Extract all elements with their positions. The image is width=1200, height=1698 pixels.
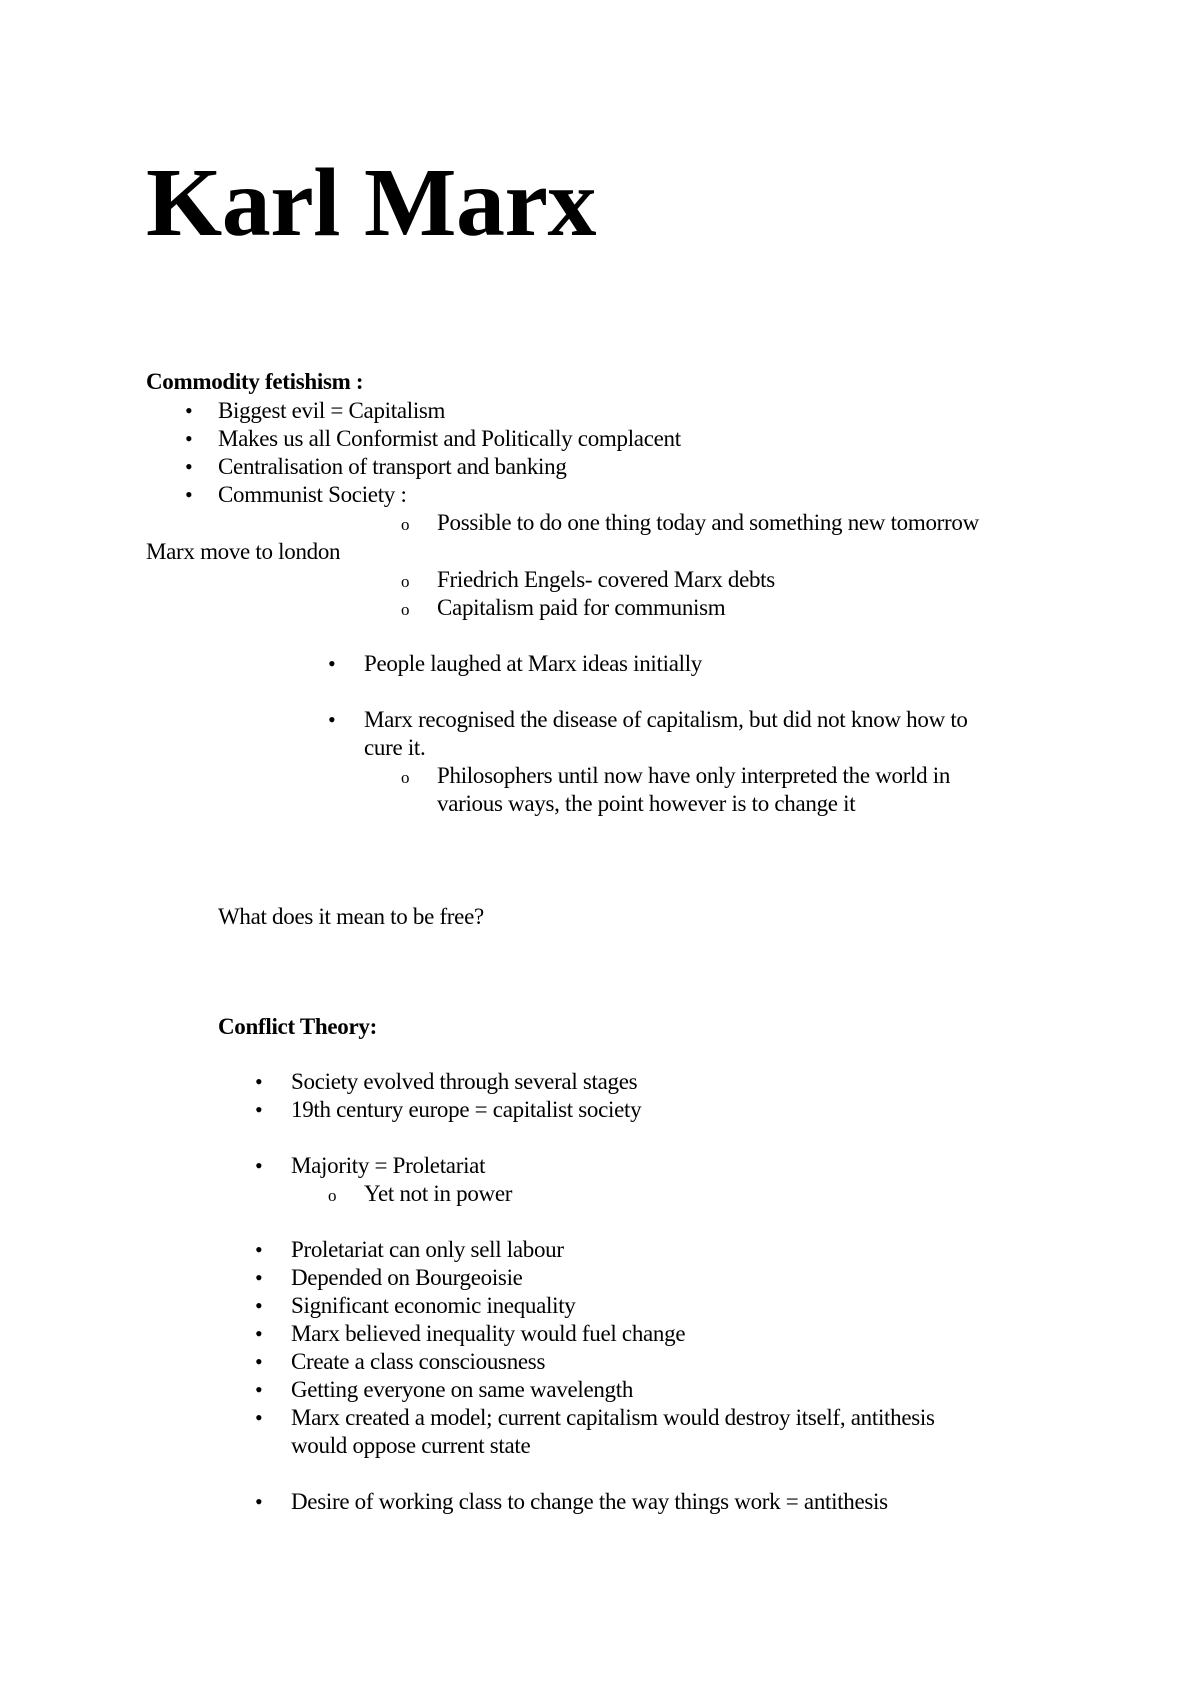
list-item: 19th century europe = capitalist society — [291, 1097, 642, 1122]
list-item: Makes us all Conformist and Politically complacent — [218, 426, 681, 451]
bullet-icon: • — [255, 1069, 263, 1094]
bullet-icon: • — [185, 482, 193, 507]
list-item: Marx recognised the disease of capitalism, but did not know how to — [364, 707, 968, 732]
list-item: Communist Society : — [218, 482, 407, 507]
sub-list-item-continuation: various ways, the point however is to change it — [437, 791, 856, 816]
sub-list-item: Philosophers until now have only interpreted the world in — [437, 763, 951, 788]
list-item: People laughed at Marx ideas initially — [364, 651, 702, 676]
list-item-continuation: would oppose current state — [291, 1433, 531, 1458]
section-heading-conflict-theory: Conflict Theory: — [218, 1014, 377, 1039]
list-item: Biggest evil = Capitalism — [218, 398, 446, 423]
bullet-icon: • — [328, 707, 336, 732]
bullet-icon: • — [255, 1153, 263, 1178]
bullet-icon: • — [185, 398, 193, 423]
bullet-icon: • — [255, 1489, 263, 1514]
bullet-icon: • — [185, 426, 193, 451]
list-item: Society evolved through several stages — [291, 1069, 638, 1094]
bullet-icon: • — [328, 651, 336, 676]
bullet-icon: • — [255, 1405, 263, 1430]
bullet-icon: • — [255, 1349, 263, 1374]
list-item: Create a class consciousness — [291, 1349, 546, 1374]
bullet-icon: • — [255, 1377, 263, 1402]
sub-list-item: Capitalism paid for communism — [437, 595, 726, 620]
bullet-icon: • — [255, 1321, 263, 1346]
sub-list-item: Friedrich Engels- covered Marx debts — [437, 567, 775, 592]
list-item: Desire of working class to change the way things work = antithesis — [291, 1489, 888, 1514]
list-item: Significant economic inequality — [291, 1293, 576, 1318]
sub-bullet-icon: o — [328, 1186, 337, 1205]
sub-bullet-icon: o — [401, 768, 410, 787]
list-item: Centralisation of transport and banking — [218, 454, 567, 479]
section-heading-commodity-fetishism: Commodity fetishism : — [146, 369, 364, 394]
question-text: What does it mean to be free? — [218, 904, 484, 929]
list-item: Proletariat can only sell labour — [291, 1237, 564, 1262]
list-item: Depended on Bourgeoisie — [291, 1265, 523, 1290]
sub-bullet-icon: o — [401, 600, 410, 619]
sub-bullet-icon: o — [401, 572, 410, 591]
document-title: Karl Marx — [146, 149, 596, 257]
bullet-icon: • — [255, 1265, 263, 1290]
bullet-icon: • — [255, 1097, 263, 1122]
bullet-icon: • — [255, 1293, 263, 1318]
list-item-continuation: cure it. — [364, 735, 426, 760]
paragraph-text: Marx move to london — [146, 539, 341, 564]
list-item: Marx created a model; current capitalism would destroy itself, antithesis — [291, 1405, 935, 1430]
list-item: Majority = Proletariat — [291, 1153, 486, 1178]
bullet-icon: • — [185, 454, 193, 479]
sub-list-item: Yet not in power — [364, 1181, 513, 1206]
sub-bullet-icon: o — [401, 515, 410, 534]
list-item: Marx believed inequality would fuel change — [291, 1321, 686, 1346]
sub-list-item: Possible to do one thing today and something new tomorrow — [437, 510, 979, 535]
bullet-icon: • — [255, 1237, 263, 1262]
list-item: Getting everyone on same wavelength — [291, 1377, 634, 1402]
